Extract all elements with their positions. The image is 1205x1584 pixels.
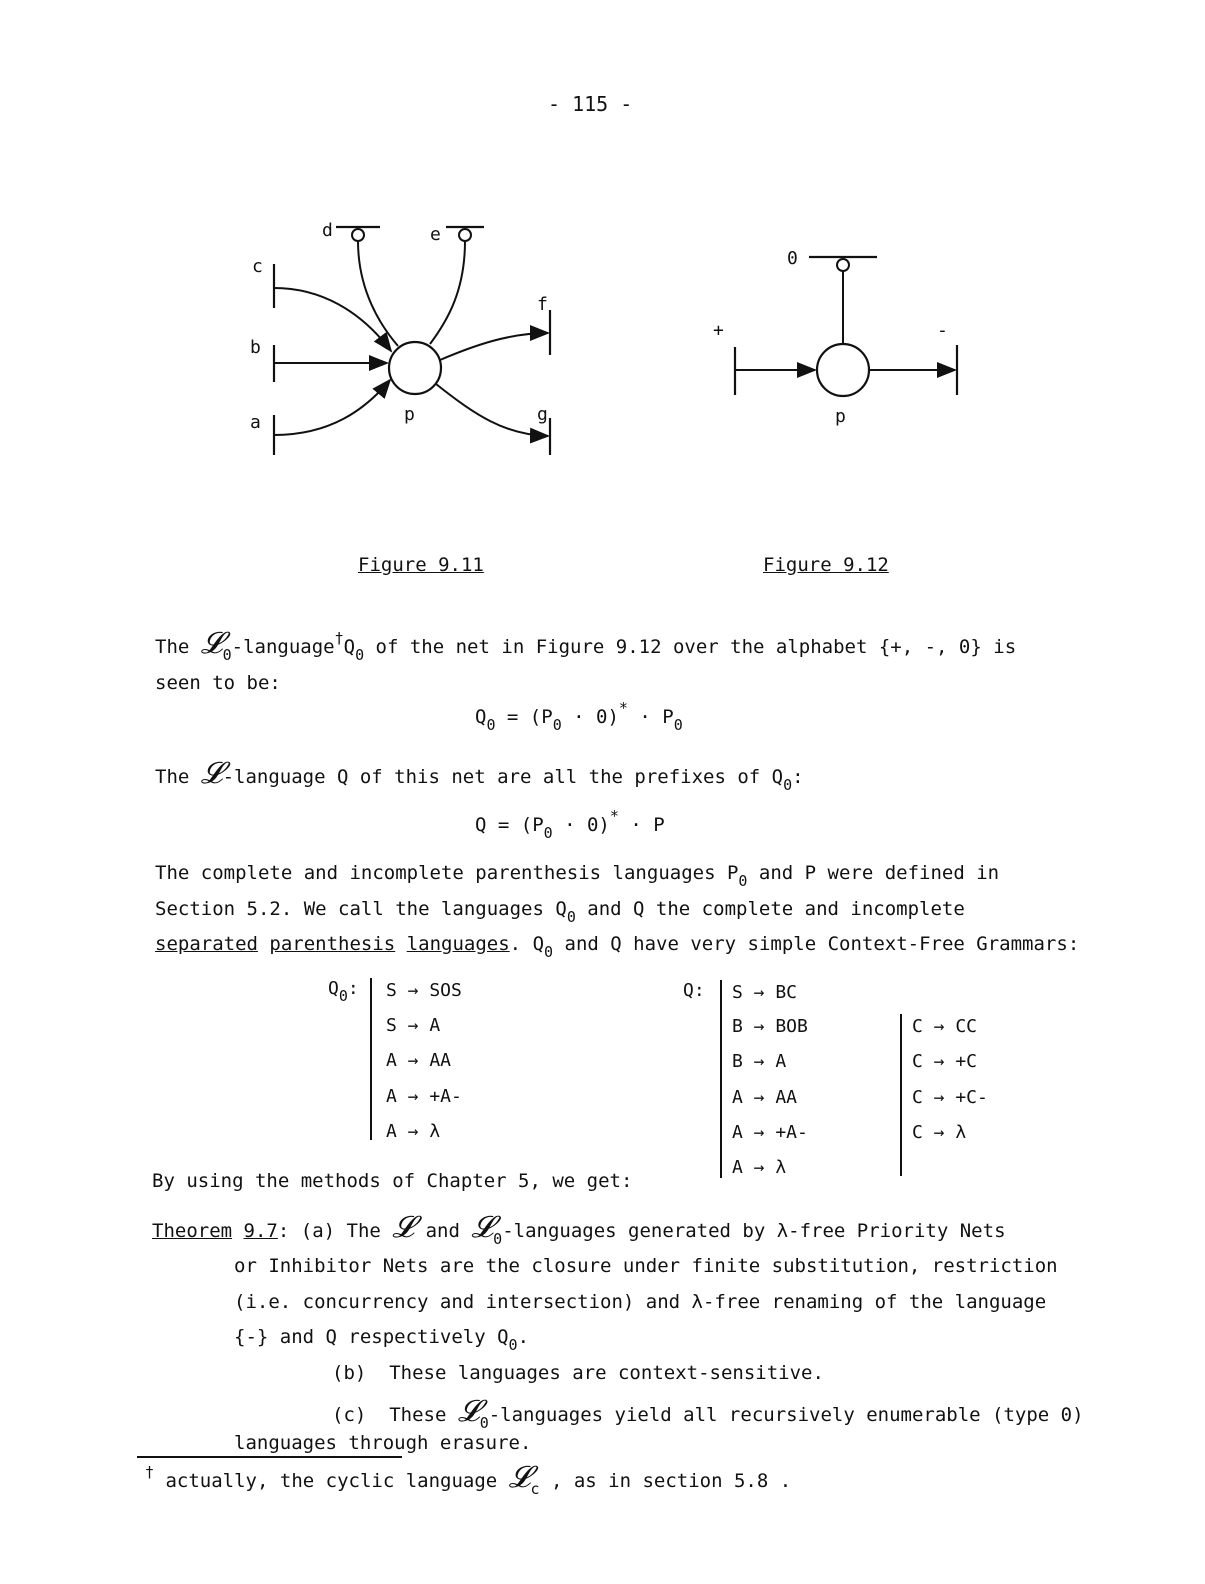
label-g: g — [537, 404, 548, 425]
page-number: - 115 - — [548, 92, 633, 116]
theorem-part-c-line-2: languages through erasure. — [234, 1432, 532, 1454]
grammar-q-rule: S → BC — [732, 982, 798, 1003]
grammar-c-rule: C → CC — [912, 1016, 978, 1037]
grammar-c-bracket — [900, 1014, 902, 1176]
grammar-q0-rule: A → +A- — [386, 1086, 462, 1107]
paragraph-3-line-1: The complete and incomplete parenthesis languages $P_0$ and P were defined in — [155, 862, 1000, 890]
theorem-line-4: {-} and Q respectively $Q_0$. — [234, 1326, 530, 1354]
paragraph-1-line-2: seen to be: — [155, 672, 281, 694]
label-b: b — [250, 337, 261, 358]
grammar-q0-label: $Q_0$: — [328, 978, 359, 1005]
figure-9-12-petri-net — [705, 240, 975, 440]
grammar-q0-rule: S → SOS — [386, 980, 462, 1001]
grammar-q-rule: B → BOB — [732, 1016, 808, 1037]
grammar-q0-bracket — [370, 978, 372, 1140]
paragraph-2: The 𝓛-language Q of this net are all the prefixes of $Q_0$: — [155, 756, 804, 794]
label-p: p — [404, 404, 415, 425]
grammar-q-label: Q: — [683, 980, 705, 1001]
caption-figure-9-12: Figure 9.12 — [763, 554, 889, 576]
theorem-line-1: Theorem 9.7: (a) The 𝓛 and 𝓛$_0$-languages generated by λ-free Priority Nets — [152, 1210, 1006, 1248]
grammar-q-rule: A → λ — [732, 1157, 787, 1178]
grammar-c-rule: C → +C- — [912, 1087, 988, 1108]
grammar-q-rule: A → +A- — [732, 1122, 808, 1143]
paragraph-3-line-2: Section 5.2. We call the languages $Q_0$ and Q the complete and incomplete — [155, 898, 965, 926]
label-p-2: p — [835, 406, 846, 427]
grammar-q0-rule: A → λ — [386, 1121, 441, 1142]
label-c: c — [252, 256, 263, 277]
place-p — [389, 342, 441, 394]
grammar-q0-rule: A → AA — [386, 1050, 452, 1071]
label-plus: + — [713, 320, 724, 341]
grammar-q-rule: A → AA — [732, 1087, 798, 1108]
caption-figure-9-11: Figure 9.11 — [358, 554, 484, 576]
grammar-q-bracket — [720, 980, 722, 1178]
grammar-c-rule: C → λ — [912, 1122, 967, 1143]
grammar-q-rule: B → A — [732, 1051, 787, 1072]
paragraph-1-line-1: The $𝓛_0-language^\dagger Q_0$ of the net in Figure 9.12 over the alphabet {+, -, 0} is — [155, 626, 1017, 664]
theorem-line-3: (i.e. concurrency and intersection) and λ-free renaming of the language — [234, 1291, 1047, 1313]
place-p-2 — [817, 344, 869, 396]
theorem-line-2: or Inhibitor Nets are the closure under finite substitution, restriction — [234, 1255, 1058, 1277]
theorem-part-c: (c) These 𝓛$_0$-languages yield all recursively enumerable (type 0) — [332, 1394, 1084, 1432]
equation-q0: $Q_0 = (P_0 \cdot 0)^* \cdot P_0$ — [475, 699, 683, 734]
footnote: † actually, the cyclic language 𝓛$_c$ , as in section 5.8 . — [145, 1460, 792, 1498]
footnote-rule — [137, 1456, 402, 1458]
figure-9-11-petri-net — [240, 210, 600, 470]
paragraph-3-line-3: separated parenthesis languages. $Q_0$ and Q have very simple Context-Free Grammars: — [155, 933, 1080, 961]
theorem-part-b: (b) These languages are context-sensitive. — [332, 1362, 824, 1384]
label-e: e — [430, 224, 441, 245]
paragraph-4: By using the methods of Chapter 5, we get: — [152, 1170, 633, 1192]
grammar-c-rule: C → +C — [912, 1051, 978, 1072]
label-a: a — [250, 412, 261, 433]
label-zero: 0 — [787, 248, 798, 269]
equation-q: $Q = (P_0 \cdot 0)^* \cdot P$ — [475, 807, 665, 842]
label-d: d — [322, 220, 333, 241]
label-minus: - — [937, 320, 948, 341]
label-f: f — [537, 294, 548, 315]
grammar-q0-rule: S → A — [386, 1015, 441, 1036]
